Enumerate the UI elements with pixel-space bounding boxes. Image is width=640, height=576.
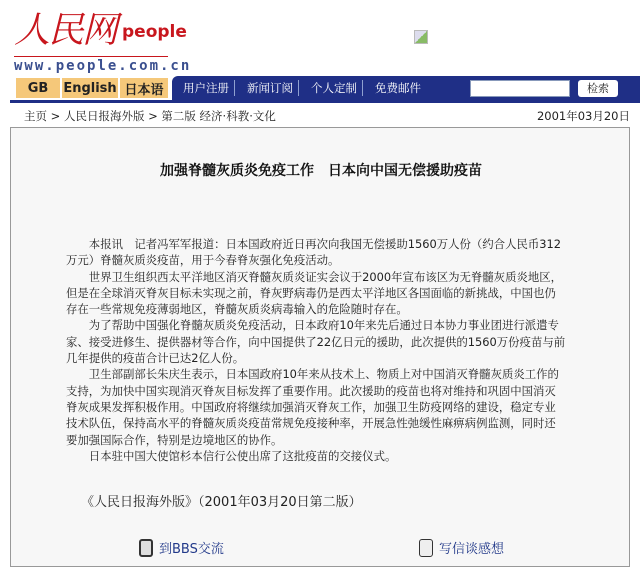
bbs-label: 到BBS交流	[159, 542, 224, 557]
bbs-icon	[139, 539, 153, 557]
article-title: 加强脊髓灰质炎免疫工作 日本向中国无偿援助疫苗	[160, 163, 482, 179]
logo-en: people	[122, 22, 187, 42]
bbs-link[interactable]	[139, 538, 224, 557]
paragraph: 卫生部副部长朱庆生表示，日本国政府10年来从技术上、物质上对中国消灭脊髓灰质炎工作的支持，为加快中国实现消灭脊灰目标发挥了重要作用。此次援助的疫苗也将对维持和巩固中国消灭脊灰成果发挥积极作用。中国政府将继续加强消灭脊灰工作，加强卫生防疫网络的建设，稳定专业技术队伍，保持高水平的脊髓灰质炎疫苗常规免疫接种率，开展急性弛缓性麻痹病例监测，同时还要加强国际合作，特别是边境地区的协作。	[66, 367, 559, 447]
nav-mail[interactable]: 免费邮件	[375, 81, 421, 95]
search-input[interactable]	[470, 80, 570, 97]
site-url[interactable]: www.people.com.cn	[14, 58, 192, 74]
feedback-label: 写信谈感想	[439, 542, 505, 557]
lang-japanese[interactable]: 日本语	[120, 78, 168, 98]
letter-icon	[419, 539, 433, 557]
article-source: 《人民日报海外版》（2001年03月20日第二版）	[81, 495, 362, 510]
people-logo[interactable]	[12, 2, 187, 58]
logo-cn: 人民网	[14, 10, 117, 51]
date: 2001年03月20日	[536, 109, 630, 123]
nav-register[interactable]: 用户注册	[178, 80, 235, 96]
paragraph: 日本驻中国大使馆杉本信行公使出席了这批疫苗的交接仪式。	[88, 448, 397, 463]
search-button[interactable]: 检索	[578, 80, 618, 97]
lang-gb[interactable]: GB	[16, 78, 60, 98]
paragraph: 本报讯 记者冯军军报道：日本国政府近日再次向我国无偿援助1560万人份（约合人民币312万元）脊髓灰质炎疫苗，用于今春脊灰强化免疫活动。	[66, 237, 561, 268]
paragraph: 世界卫生组织西太平洋地区消灭脊髓灰质炎证实会议于2000年宣布该区为无脊髓灰质炎地区，但是在全球消灭脊灰目标未实现之前，脊灰野病毒仍是西太平洋地区各国面临的新挑战，中国也仍存在一些常规免疫薄弱地区，脊髓灰质炎病毒输入的危险随时存在。	[66, 269, 563, 317]
broken-image-icon	[414, 30, 428, 44]
feedback-link[interactable]	[419, 538, 504, 557]
header-divider	[10, 100, 640, 103]
paragraph: 为了帮助中国强化脊髓灰质炎免疫活动，日本政府10年来先后通过日本协力事业团进行派遣专家、接受进修生、提供器材等合作，向中国提供了22亿日元的援助，此次提供的1560万份疫苗与前几年提供的疫苗合计已达2亿人份。	[66, 318, 566, 366]
breadcrumb[interactable]: 主页 > 人民日报海外版 > 第二版 经济·科教·文化	[24, 109, 276, 123]
article-body	[66, 236, 566, 464]
logo-rule	[14, 56, 168, 57]
nav-subscribe[interactable]: 新闻订阅	[242, 80, 299, 96]
lang-english[interactable]: English	[62, 78, 118, 98]
article-box	[10, 127, 630, 567]
nav-custom[interactable]: 个人定制	[306, 80, 363, 96]
